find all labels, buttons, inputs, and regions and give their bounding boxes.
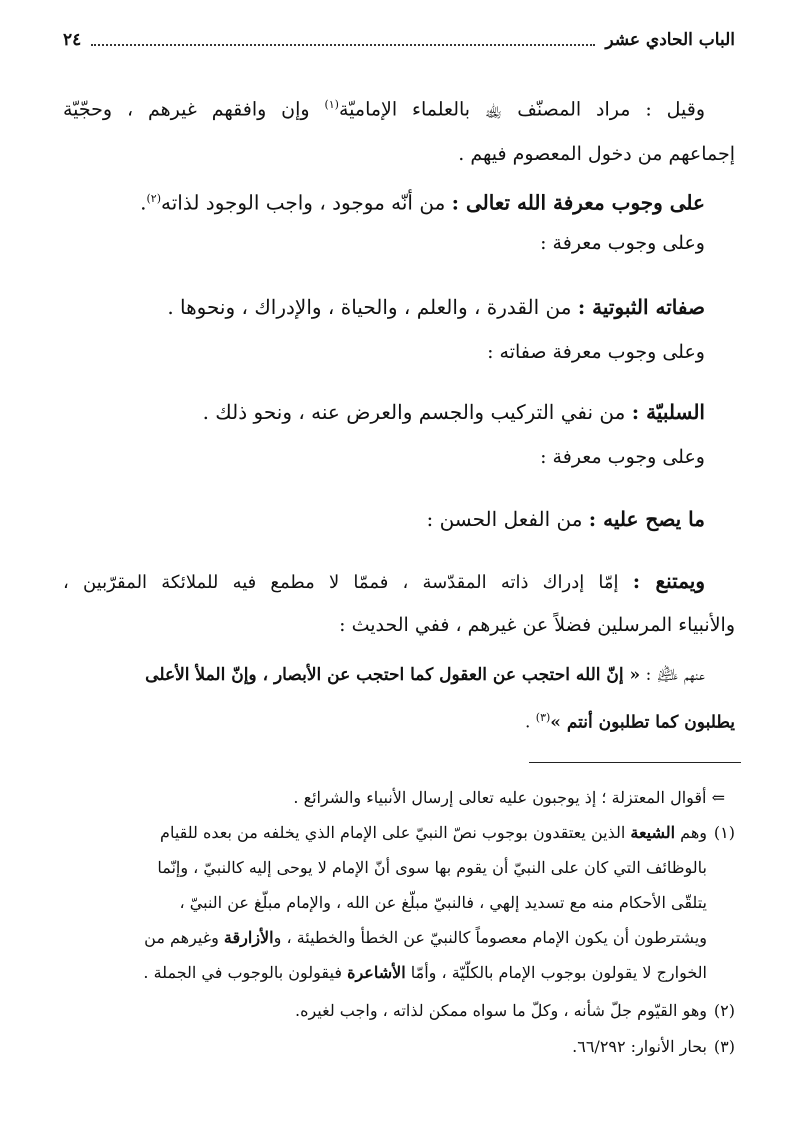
footnote-number: (٢): [713, 1001, 735, 1020]
bold-heading: السلبيّة :: [631, 400, 705, 424]
chapter-title: الباب الحادي عشر: [605, 30, 735, 50]
footnote-1-line: [57, 960, 707, 986]
body-line: [63, 90, 735, 124]
text: الخوارج لا يقولون بوجوب الإمام بالكلّيّة ، وأمّا: [405, 963, 707, 982]
footnote-1-line: يتلقّى الأحكام منه مع تسديد إلهي ، فالنبيّ مبلّغ عن الله ، والإمام مبلّغ عن النبيّ ،: [179, 893, 707, 912]
text: من نفي التركيب والجسم والعرض عنه ، ونحو ذلك .: [202, 400, 632, 424]
footnote-3: [59, 1034, 735, 1060]
footnote-1-line: [57, 925, 707, 951]
bold-heading: ويمتنع :: [632, 569, 705, 593]
hadith-quote: يطلبون كما تطلبون أنتم »: [550, 712, 735, 733]
text: من الفعل الحسن :: [426, 507, 589, 531]
bold-heading: صفاته الثبوتية :: [577, 295, 705, 319]
running-header: [63, 30, 735, 50]
bold-heading: على وجوب معرفة الله تعالى :: [451, 190, 705, 215]
body-line: [33, 292, 705, 322]
text: عنهم ﵇ :: [640, 665, 705, 685]
body-line: [63, 660, 735, 690]
text: وعلى وجوب معرفة صفاته :: [487, 341, 705, 363]
footnote-1: [59, 820, 735, 846]
text: إجماعهم من دخول المعصوم فيهم .: [458, 143, 735, 165]
text: فيقولون بالوجوب في الجملة .: [143, 963, 348, 982]
bold-heading: ما يصح عليه :: [588, 507, 705, 531]
text: وهم: [675, 823, 707, 842]
text: .: [140, 190, 147, 215]
text: وإن وافقهم غيرهم ، وحجّيّة: [63, 98, 325, 121]
footnote-ref[interactable]: (١): [324, 98, 339, 111]
text: من القدرة ، والعلم ، والحياة ، والإدراك ، ونحوها .: [167, 295, 578, 319]
footnote-number: (٣): [713, 1037, 735, 1056]
footnote-separator: [529, 762, 741, 763]
text: وغيرهم من: [144, 928, 224, 947]
body-line: [63, 139, 735, 169]
body-line: [33, 442, 705, 472]
footnote-number: (١): [713, 823, 735, 842]
text: الشيعة: [630, 823, 676, 842]
body-line: [63, 566, 735, 598]
body-line: [33, 228, 705, 258]
footnote-ref[interactable]: (٢): [146, 192, 162, 205]
text: والأنبياء المرسلين فضلاً عن غيرهم ، ففي الحديث :: [339, 614, 735, 636]
text: الأشاعرة: [347, 963, 406, 982]
text: الأزارقة: [223, 928, 274, 947]
body-line: [33, 504, 705, 534]
text: وعلى وجوب معرفة :: [540, 232, 705, 254]
text: وعلى وجوب معرفة :: [540, 446, 705, 468]
body-line: [33, 397, 705, 427]
body-line: [63, 610, 735, 640]
body-line: [33, 184, 705, 218]
body-line: [33, 337, 705, 367]
text: إمّا إدراك ذاته المقدّسة ، فممّا لا مطمع فيه للملائكة المقرّبين ،: [63, 572, 633, 593]
footnote-2: [59, 998, 735, 1024]
text: الذين يعتقدون بوجوب نصّ النبيّ على الإمام الذي يخلفه من بعده للقيام: [160, 823, 631, 842]
text: من أنّه موجود ، واجب الوجود لذاته: [161, 190, 452, 215]
footnote-continuation: ⇐ أقوال المعتزلة ؛ إذ يوجبون عليه تعالى إرسال الأنبياء والشرائع .: [293, 788, 725, 807]
footnote-1-line: بالوظائف التي كان على النبيّ أن يقوم بها سوى أنّ الإمام لا يوحى إليه كالنبيّ ، وإنّما: [157, 858, 707, 877]
text: بحار الأنوار: ٦٦/٢٩٢.: [572, 1037, 707, 1056]
text: وقيل : مراد المصنّف ﵀ بالعلماء الإماميّة: [338, 98, 705, 121]
text: ويشترطون أن يكون الإمام معصوماً كالنبيّ عن الخطأ والخطيئة ، و: [273, 928, 707, 947]
text: .: [524, 712, 536, 733]
dot-leader: [91, 34, 595, 46]
body-line: [63, 703, 735, 738]
page-number: ٢٤: [63, 30, 82, 50]
hadith-quote: « إنّ الله احتجب عن العقول كما احتجب عن الأبصار ، وإنّ الملأ الأعلى: [145, 665, 641, 685]
footnote-ref[interactable]: (٣): [535, 711, 551, 724]
text: وهو القيّوم جلّ شأنه ، وكلّ ما سواه ممكن لذاته ، واجب لغيره.: [294, 1001, 707, 1020]
